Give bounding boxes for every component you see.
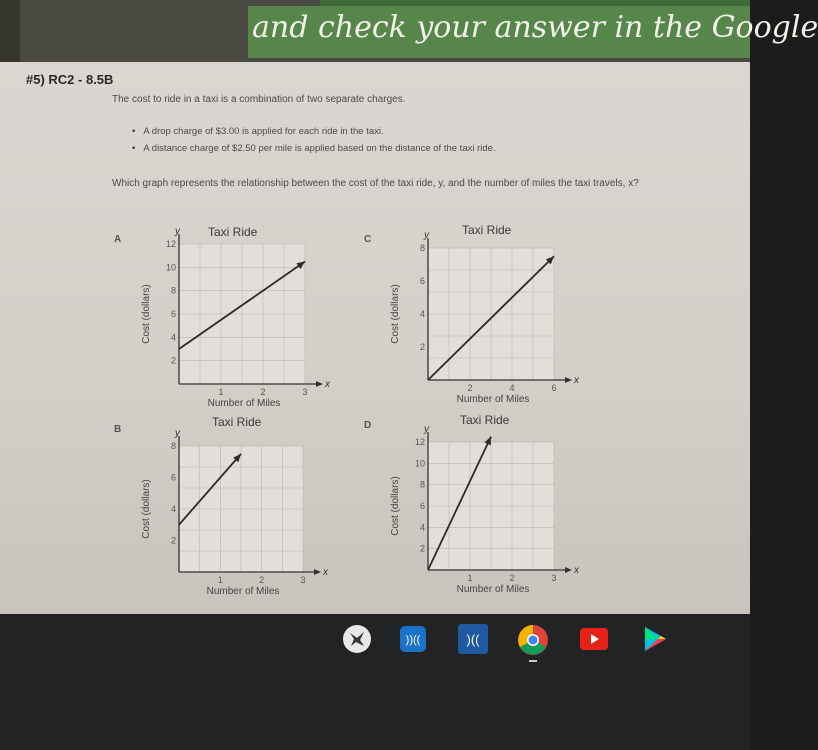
banner-text: and check your answer in the Google [252, 10, 818, 45]
graph-d[interactable] [0, 62, 750, 614]
youtube-icon[interactable] [580, 626, 608, 652]
charge-item: • A distance charge of $2.50 per mile is applied based on the distance of the taxi ride. [132, 143, 496, 154]
y-axis-label: Cost (dollars) [141, 284, 152, 344]
question-number: #5) RC2 - 8.5B [26, 72, 114, 87]
graph-title: Taxi Ride [212, 415, 262, 429]
x-axis-letter: x [325, 379, 330, 390]
app-launcher-icon[interactable] [342, 624, 372, 654]
x-axis-label: Number of Miles [206, 586, 280, 597]
option-label-b[interactable]: B [114, 424, 122, 435]
x-tick-label: 3 [300, 575, 306, 585]
question-page [0, 62, 750, 614]
x-tick-label: 4 [509, 383, 515, 393]
x-tick-label: 2 [260, 387, 266, 397]
x-axis-letter: x [323, 567, 328, 578]
y-tick-label: 2 [170, 355, 176, 366]
y-tick-label: 10 [165, 262, 176, 273]
y-tick-label: 2 [419, 342, 425, 352]
question-intro: The cost to ride in a taxi is a combination of two separate charges. [112, 94, 406, 105]
play-store-icon[interactable] [640, 624, 670, 654]
y-axis-letter: y [424, 424, 429, 435]
question-prompt: Which graph represents the relationship between the cost of the taxi ride, y, and the number of miles the taxi travels, x? [112, 178, 639, 189]
option-label-a[interactable]: A [114, 234, 122, 245]
x-axis-letter: x [574, 565, 579, 576]
x-axis-letter: x [574, 375, 579, 386]
x-axis-label: Number of Miles [456, 584, 530, 595]
y-tick-label: 6 [419, 501, 425, 511]
y-axis-label: Cost (dollars) [390, 476, 401, 536]
option-label-c[interactable]: C [364, 234, 372, 245]
y-axis-letter: y [175, 428, 180, 439]
graph-title: Taxi Ride [208, 225, 258, 239]
x-axis-arrow [565, 567, 572, 573]
y-tick-label: 4 [419, 309, 425, 319]
y-tick-label: 8 [419, 479, 425, 490]
svg-text:)((: )(( [466, 632, 480, 647]
y-tick-label: 6 [170, 472, 176, 483]
y-tick-label: 12 [414, 437, 425, 447]
x-tick-label: 1 [218, 387, 224, 397]
x-axis-label: Number of Miles [456, 394, 530, 405]
x-tick-label: 1 [217, 575, 223, 585]
x-tick-label: 3 [551, 573, 557, 583]
x-tick-label: 6 [551, 383, 557, 393]
y-tick-label: 2 [419, 543, 425, 554]
app-icon[interactable] [400, 626, 426, 652]
y-axis-label: Cost (dollars) [390, 284, 401, 344]
x-tick-label: 3 [302, 387, 308, 397]
charge-item: • A drop charge of $3.00 is applied for each ride in the taxi. [132, 126, 496, 137]
y-tick-label: 2 [170, 535, 176, 546]
chrome-icon[interactable] [517, 624, 549, 656]
x-tick-label: 2 [259, 575, 265, 585]
y-axis-label: Cost (dollars) [141, 479, 152, 539]
y-tick-label: 12 [165, 239, 176, 249]
y-axis-letter: y [424, 230, 429, 241]
graph-title: Taxi Ride [462, 223, 512, 237]
app-icon[interactable] [458, 624, 488, 654]
x-tick-label: 1 [467, 573, 473, 583]
option-label-d[interactable]: D [364, 420, 372, 431]
y-tick-label: 4 [170, 332, 176, 343]
y-tick-label: 8 [170, 285, 176, 296]
y-tick-label: 8 [419, 243, 425, 253]
x-axis-label: Number of Miles [207, 398, 281, 409]
taskbar [0, 614, 750, 750]
y-tick-label: 6 [419, 276, 425, 286]
y-axis-letter: y [175, 226, 180, 237]
graph-title: Taxi Ride [460, 413, 510, 427]
x-tick-label: 2 [509, 573, 515, 583]
x-tick-label: 2 [467, 383, 473, 393]
y-tick-label: 8 [170, 441, 176, 451]
banner-left-strip [0, 0, 20, 62]
y-tick-label: 4 [419, 522, 425, 533]
svg-text:))((: ))(( [405, 634, 421, 646]
active-indicator [529, 660, 537, 662]
video-banner [0, 0, 818, 62]
y-tick-label: 6 [170, 309, 176, 319]
y-tick-label: 10 [414, 458, 425, 469]
y-tick-label: 4 [170, 504, 176, 514]
